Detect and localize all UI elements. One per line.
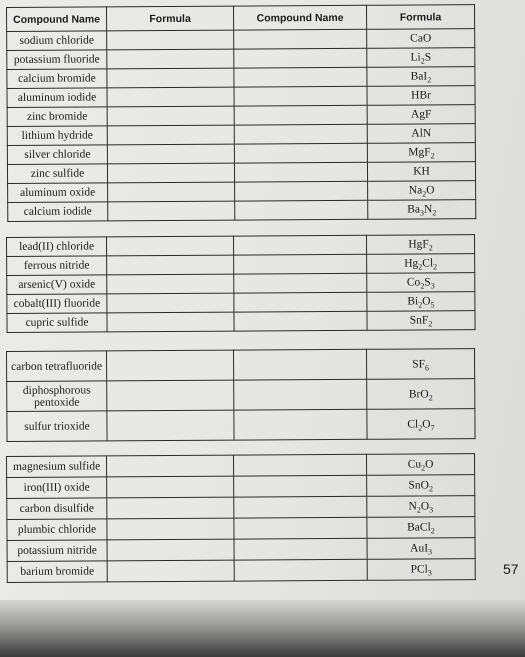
formula-element: SF	[412, 357, 426, 371]
formula-element: BaI	[410, 70, 428, 83]
compound-name-answer-cell[interactable]	[234, 475, 367, 497]
formula-subscript: 2	[416, 505, 421, 515]
compound-name-answer-cell[interactable]	[234, 124, 367, 144]
formula-answer-cell[interactable]	[107, 255, 234, 275]
formula-cell	[367, 559, 475, 581]
formula-answer-cell[interactable]	[107, 293, 234, 313]
table-row	[7, 349, 475, 382]
header-compound-name-2: Compound Name	[233, 5, 366, 30]
formula-element: AgF	[410, 108, 432, 121]
compound-name-cell: carbon tetrafluoride	[7, 351, 107, 382]
table-row	[7, 538, 475, 562]
table-row	[7, 409, 475, 442]
compound-name-cell: potassium fluoride	[7, 50, 107, 70]
compound-name-answer-cell[interactable]	[234, 311, 367, 331]
formula-subscript: 2	[428, 319, 433, 329]
compound-name-cell: lithium hydride	[7, 126, 107, 146]
formula-element: CaO	[410, 32, 432, 45]
formula-cell	[367, 379, 475, 410]
compound-name-cell: ferrous nitride	[7, 256, 107, 276]
formula-element: SnF	[409, 314, 429, 327]
formula-element: O	[422, 295, 431, 308]
formula-element: S	[424, 51, 432, 64]
formula-element: SnO	[408, 479, 429, 492]
formula-subscript: 2	[421, 463, 426, 473]
formula-subscript: 5	[430, 300, 435, 310]
formula-answer-cell[interactable]	[107, 455, 234, 477]
compound-name-cell: potassium nitride	[7, 540, 107, 562]
formula-answer-cell[interactable]	[107, 163, 234, 183]
formula-answer-cell[interactable]	[107, 380, 234, 411]
formula-cell	[367, 517, 475, 539]
formula-cell	[368, 200, 476, 220]
compound-name-answer-cell[interactable]	[235, 200, 368, 220]
compound-name-cell: calcium iodide	[8, 202, 108, 222]
formula-answer-cell[interactable]	[107, 410, 234, 441]
header-formula-2: Formula	[366, 5, 474, 30]
formula-element: Na	[408, 184, 423, 197]
table-row	[7, 517, 475, 541]
table-section-3	[6, 348, 476, 442]
formula-subscript: 2	[428, 392, 433, 402]
table-section-4	[6, 453, 476, 583]
formula-element: Cu	[407, 458, 422, 471]
header-formula-1: Formula	[107, 6, 234, 31]
formula-subscript: 3	[428, 547, 433, 557]
formula-element: Hg	[404, 257, 419, 270]
formula-subscript: 2	[430, 151, 435, 161]
formula-element: O	[426, 184, 435, 197]
compound-name-answer-cell[interactable]	[234, 105, 367, 125]
compound-name-answer-cell[interactable]	[234, 496, 367, 518]
formula-element: O	[425, 458, 434, 471]
formula-answer-cell[interactable]	[108, 201, 235, 221]
compound-name-answer-cell[interactable]	[234, 67, 367, 87]
formula-subscript: 7	[430, 422, 435, 432]
formula-element: BrO	[408, 387, 429, 401]
compound-name-answer-cell[interactable]	[233, 235, 366, 255]
formula-element: BaCl	[407, 521, 431, 534]
formula-answer-cell[interactable]	[107, 125, 234, 145]
compound-name-answer-cell[interactable]	[234, 379, 367, 410]
formula-element: N	[423, 203, 433, 216]
compound-name-cell: arsenic(V) oxide	[7, 275, 107, 295]
compound-name-answer-cell[interactable]	[234, 143, 367, 163]
formula-element: N	[408, 500, 417, 513]
table-row	[8, 200, 476, 222]
formula-element: Co	[406, 276, 421, 289]
compound-name-cell: aluminum oxide	[8, 183, 108, 203]
compound-name-answer-cell[interactable]	[233, 349, 366, 380]
compound-name-cell: barium bromide	[7, 561, 107, 583]
formula-subscript: 2	[418, 262, 423, 272]
formula-subscript: 2	[420, 56, 425, 66]
formula-subscript: 2	[433, 262, 438, 272]
compound-name-answer-cell[interactable]	[234, 48, 367, 68]
formula-element: PCl	[410, 563, 428, 576]
compound-name-cell: calcium bromide	[7, 69, 107, 89]
formula-element: Li	[410, 51, 421, 64]
compound-name-cell: carbon disulfide	[7, 498, 107, 520]
formula-element: HBr	[411, 89, 431, 102]
formula-subscript: 2	[418, 422, 423, 432]
formula-cell	[366, 235, 474, 255]
formula-cell	[367, 475, 475, 497]
formula-cell	[367, 143, 475, 163]
formula-subscript: 2	[418, 300, 423, 310]
formula-element: MgF	[408, 146, 431, 159]
formula-cell	[367, 292, 475, 312]
formula-cell	[367, 105, 475, 125]
formula-subscript: 2	[422, 189, 427, 199]
table-row	[7, 559, 475, 583]
formula-element: O	[422, 417, 431, 430]
formula-answer-cell[interactable]	[107, 539, 234, 561]
formula-subscript: 6	[424, 362, 430, 372]
formula-subscript: 2	[428, 484, 433, 494]
formula-cell	[367, 254, 475, 274]
formula-cell	[367, 496, 475, 518]
compound-name-answer-cell[interactable]	[234, 409, 367, 440]
formula-element: Ba	[407, 203, 421, 216]
compound-name-cell: lead(II) chloride	[7, 237, 107, 257]
formula-subscript: 3	[427, 568, 432, 578]
table-section-1	[6, 4, 476, 222]
formula-answer-cell[interactable]	[107, 518, 234, 540]
formula-subscript: 2	[430, 526, 435, 536]
formula-answer-cell[interactable]	[107, 236, 234, 256]
compound-name-cell: plumbic chloride	[7, 519, 107, 541]
compound-name-cell: zinc sulfide	[7, 164, 107, 184]
compound-name-answer-cell[interactable]	[234, 29, 367, 49]
formula-answer-cell[interactable]	[107, 68, 234, 88]
formula-answer-cell[interactable]	[107, 312, 234, 332]
compound-name-cell: diphosphorous pentoxide	[7, 381, 107, 412]
formula-subscript: 3	[429, 505, 434, 515]
formula-answer-cell[interactable]	[107, 274, 234, 294]
formula-answer-cell[interactable]	[107, 350, 234, 381]
table-row	[7, 379, 475, 412]
formula-cell	[367, 409, 475, 440]
header-compound-name-1: Compound Name	[7, 7, 107, 32]
compound-name-cell: cupric sulfide	[7, 313, 107, 333]
formula-cell	[367, 67, 475, 87]
compound-name-answer-cell[interactable]	[234, 86, 367, 106]
compound-name-cell: sulfur trioxide	[7, 411, 107, 442]
formula-answer-cell[interactable]	[107, 560, 234, 582]
formula-subscript: 3	[419, 208, 425, 218]
formula-element: AuI	[410, 542, 429, 555]
formula-element: Cl	[407, 417, 419, 431]
compound-name-cell: zinc bromide	[7, 107, 107, 127]
compound-name-answer-cell[interactable]	[234, 517, 367, 539]
formula-answer-cell[interactable]	[108, 182, 235, 202]
formula-element: HgF	[408, 238, 429, 251]
formula-cell	[367, 162, 475, 182]
formula-cell	[366, 349, 474, 380]
compound-name-answer-cell[interactable]	[234, 254, 367, 274]
compound-name-answer-cell[interactable]	[234, 273, 367, 293]
compound-name-cell: aluminum iodide	[7, 88, 107, 108]
formula-answer-cell[interactable]	[107, 49, 234, 69]
page-shadow	[0, 600, 525, 657]
formula-answer-cell[interactable]	[107, 30, 234, 50]
formula-answer-cell[interactable]	[107, 106, 234, 126]
formula-cell	[368, 181, 476, 201]
formula-cell	[367, 86, 475, 106]
compound-name-answer-cell[interactable]	[234, 559, 367, 581]
formula-answer-cell[interactable]	[107, 497, 234, 519]
table-row	[7, 311, 475, 333]
compound-name-answer-cell[interactable]	[234, 162, 367, 182]
formula-element: Bi	[407, 295, 419, 308]
compound-name-cell: silver chloride	[7, 145, 107, 165]
formula-subscript: 2	[420, 281, 425, 291]
compound-name-answer-cell[interactable]	[234, 538, 367, 560]
formula-subscript: 2	[428, 243, 433, 253]
formula-subscript: 3	[430, 281, 435, 291]
compound-name-cell: iron(III) oxide	[7, 477, 107, 499]
formula-answer-cell[interactable]	[107, 87, 234, 107]
formula-subscript: 2	[427, 75, 432, 85]
table-row	[7, 496, 475, 520]
formula-element: KH	[413, 165, 430, 178]
compound-name-answer-cell[interactable]	[233, 454, 366, 476]
compound-name-answer-cell[interactable]	[235, 181, 368, 201]
formula-cell	[367, 538, 475, 560]
table-section-2	[6, 234, 476, 333]
formula-cell	[367, 29, 475, 49]
formula-subscript: 2	[432, 208, 437, 218]
compound-name-cell: magnesium sulfide	[7, 456, 107, 478]
table-row	[7, 454, 475, 478]
formula-element: O	[420, 500, 430, 513]
formula-cell	[367, 311, 475, 331]
compound-name-cell: cobalt(III) fluoride	[7, 294, 107, 314]
formula-cell	[367, 273, 475, 293]
formula-answer-cell[interactable]	[107, 476, 234, 498]
formula-cell	[366, 454, 474, 476]
compound-name-answer-cell[interactable]	[234, 292, 367, 312]
compound-name-cell: sodium chloride	[7, 31, 107, 51]
table-row	[7, 475, 475, 499]
page-number: 57	[503, 561, 519, 577]
formula-element: Cl	[422, 257, 434, 270]
formula-cell	[367, 124, 475, 144]
formula-element: AlN	[411, 127, 432, 140]
formula-element: S	[424, 276, 431, 289]
formula-cell	[367, 48, 475, 68]
formula-answer-cell[interactable]	[107, 144, 234, 164]
